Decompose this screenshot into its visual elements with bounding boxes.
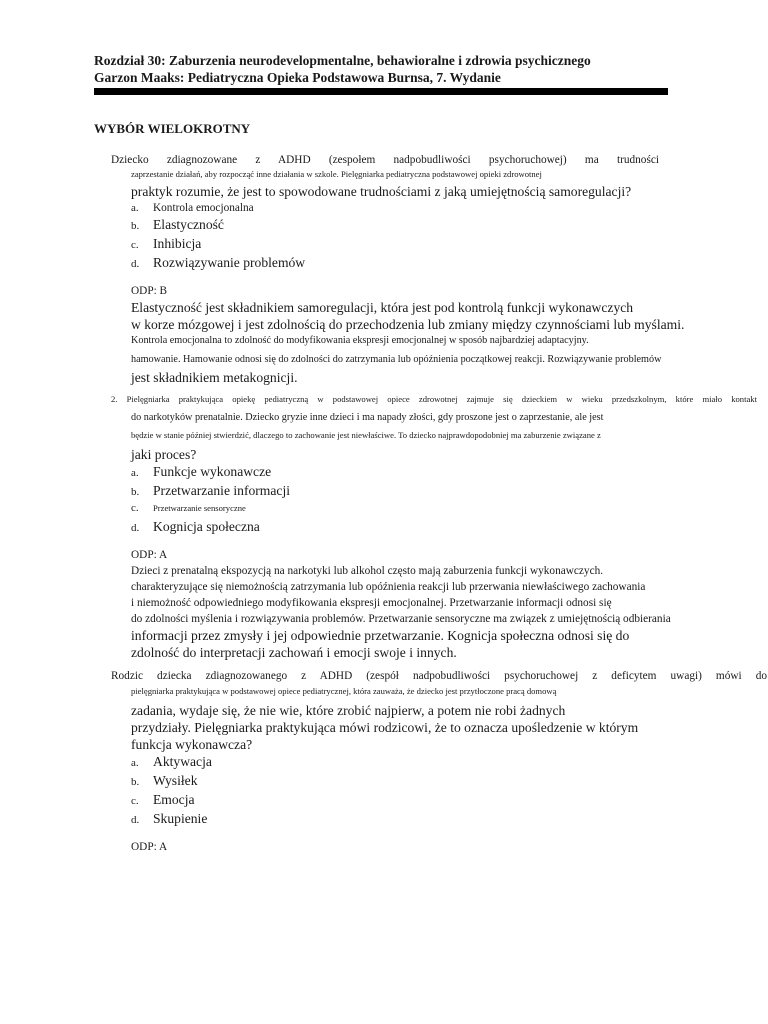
- option-letter: a.: [131, 467, 139, 479]
- option-c: [131, 791, 731, 810]
- question-stem-line: jaki proces?: [131, 447, 197, 462]
- header-divider: [94, 88, 668, 95]
- option-letter: a.: [131, 757, 139, 769]
- question-2-cont: [131, 410, 731, 661]
- question-stem-line: Dziecko zdiagnozowane z ADHD (zespołem nadpobudliwości psychoruchowej) ma trudności: [111, 154, 659, 166]
- option-letter: c.: [131, 239, 139, 251]
- option-text: Rozwiązywanie problemów: [153, 255, 306, 270]
- answer-key: ODP: B: [131, 285, 168, 297]
- option-letter: d.: [131, 522, 140, 534]
- option-letter: d.: [131, 258, 140, 270]
- option-letter: c.: [131, 502, 139, 514]
- question-1: [111, 152, 659, 168]
- chapter-header: [94, 52, 668, 86]
- question-stem-line: zadania, wydaje się, że nie wie, które zrobić najpierw, a potem nie robi żadnych: [131, 703, 566, 718]
- option-text: Inhibicja: [153, 236, 202, 251]
- option-d: [131, 810, 731, 829]
- question-stem-line: pielęgniarka praktykująca w podstawowej opiece pediatrycznej, która zauważa, że dziecko jest przytłoczone pracą domową: [131, 686, 557, 696]
- option-d: [131, 518, 731, 537]
- option-b: [131, 772, 731, 791]
- option-a: [131, 753, 731, 772]
- option-letter: b.: [131, 486, 140, 498]
- question-3-cont: [131, 685, 731, 855]
- explanation-line: do zdolności myślenia i rozwiązywania problemów. Przetwarzanie sensoryczne ma związek z umiejętnością odbierania: [131, 613, 671, 625]
- explanation-line: Kontrola emocjonalna to zdolność do modyfikowania ekspresji emocjonalnej w sposób najbardziej adaptacyjny.: [131, 335, 589, 346]
- answer-key: ODP: A: [131, 549, 168, 561]
- option-text: Elastyczność: [153, 217, 224, 232]
- option-a: [131, 463, 731, 482]
- answer-key: ODP: A: [131, 841, 168, 853]
- explanation-line: jest składnikiem metakognicji.: [131, 370, 298, 385]
- option-text: Przetwarzanie informacji: [153, 483, 290, 498]
- option-letter: b.: [131, 220, 140, 232]
- option-text: Funkcje wykonawcze: [153, 464, 272, 479]
- answer-options: [131, 200, 659, 273]
- question-stem-line: do narkotyków prenatalnie. Dziecko gryzie inne dzieci i ma napady złości, gdy proszone jest o zaprzestanie, ale jest: [131, 412, 604, 423]
- answer-options: [131, 753, 731, 829]
- book-title: Garzon Maaks: Pediatryczna Opieka Podstawowa Burnsa, 7. Wydanie: [94, 70, 501, 85]
- option-a: [131, 200, 659, 216]
- option-text: Kontrola emocjonalna: [153, 202, 254, 214]
- explanation-line: Dzieci z prenatalną ekspozycją na narkotyki lub alkohol często mają zaburzenia funkcji wykonawczych.: [131, 565, 604, 577]
- question-stem-line: praktyk rozumie, że jest to spowodowane trudnościami z jaką umiejętnością samoregulacji?: [131, 184, 632, 199]
- explanation-line: hamowanie. Hamowanie odnosi się do zdolności do zatrzymania lub opóźnienia początkowej reakcji. Rozwiązywanie problemów: [131, 354, 662, 365]
- option-text: Emocja: [153, 792, 195, 807]
- option-text: Skupienie: [153, 811, 208, 826]
- question-stem-line: 2. Pielęgniarka praktykująca opiekę pediatryczną w podstawowej opiece zdrowotnej zajmuje się dzieckiem w wieku przedszkolnym, które miało kontakt: [111, 394, 757, 404]
- option-letter: d.: [131, 814, 140, 826]
- question-stem-line: przydziały. Pielęgniarka praktykująca mówi rodzicowi, że to oznacza upośledzenie w którym: [131, 720, 639, 735]
- question-3: [111, 668, 767, 684]
- answer-options: [131, 463, 731, 537]
- question-stem-line: będzie w stanie później stwierdzić, dlaczego to zachowanie jest niewłaściwe. To dziecko najprawdopodobniej ma zaburzenie związane z: [131, 430, 601, 440]
- question-1-cont: [131, 168, 685, 386]
- explanation-line: w korze mózgowej i jest zdolnością do przechodzenia lub zmiany między czynnościami lub myślami.: [131, 317, 685, 332]
- option-text: Przetwarzanie sensoryczne: [153, 503, 246, 513]
- explanation-line: i niemożność odpowiedniego modyfikowania ekspresji emocjonalnej. Przetwarzanie informacji odnosi się: [131, 597, 612, 609]
- explanation-line: zdolność do interpretacji zachowań i emocji swoje i innych.: [131, 645, 457, 660]
- explanation-line: Elastyczność jest składnikiem samoregulacji, która jest pod kontrolą funkcji wykonawczych: [131, 300, 634, 315]
- option-text: Wysiłek: [153, 773, 198, 788]
- option-b: [131, 482, 731, 501]
- option-letter: a.: [131, 202, 139, 214]
- option-letter: c.: [131, 795, 139, 807]
- question-stem-line: zaprzestanie działań, aby rozpocząć inne działania w szkole. Pielęgniarka pediatryczna podstawowej opieki zdrowotnej: [131, 169, 542, 179]
- option-text: Aktywacja: [153, 754, 212, 769]
- explanation-line: charakteryzujące się niemożnością zatrzymania lub opóźnienia reakcji lub przerwania niewłaściwego zachowania: [131, 581, 646, 593]
- section-title: WYBÓR WIELOKROTNY: [94, 121, 251, 136]
- option-d: [131, 254, 659, 273]
- chapter-title: Rozdział 30: Zaburzenia neurodevelopmentalne, behawioralne i zdrowia psychicznego: [94, 53, 591, 68]
- option-b: [131, 216, 659, 235]
- question-stem-line: Rodzic dziecka zdiagnozowanego z ADHD (zespół nadpobudliwości psychoruchowej z deficytem uwagi) mówi do: [111, 670, 767, 682]
- option-c: [131, 235, 659, 254]
- option-c: [131, 501, 731, 516]
- question-stem-line: funkcja wykonawcza?: [131, 737, 253, 752]
- question-2: [111, 393, 757, 406]
- option-letter: b.: [131, 776, 140, 788]
- option-text: Kognicja społeczna: [153, 519, 260, 534]
- explanation-line: informacji przez zmysły i jej odpowiednie przetwarzanie. Kognicja społeczna odnosi się do: [131, 628, 630, 643]
